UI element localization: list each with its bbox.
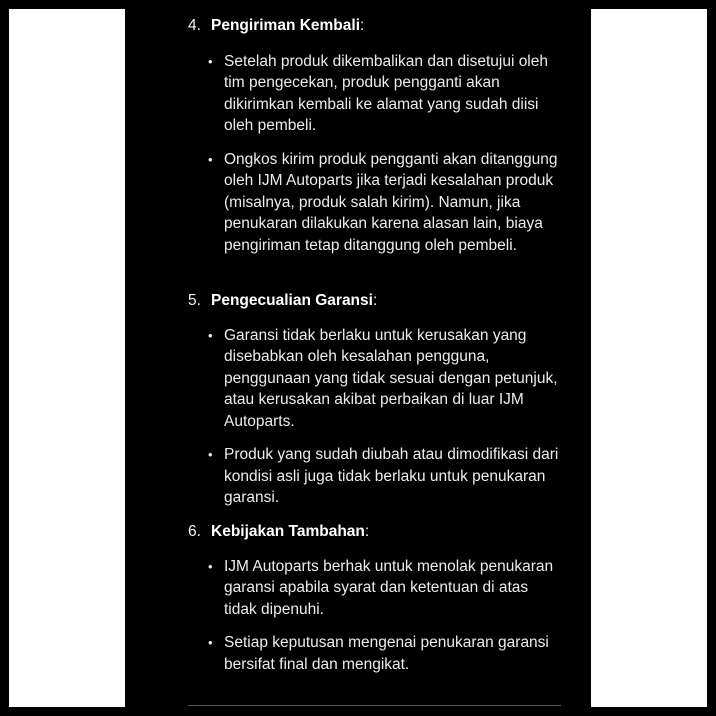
divider	[188, 705, 561, 706]
list-item	[208, 51, 561, 137]
left-white-border	[9, 9, 125, 707]
section-pengiriman-kembali	[125, 15, 561, 256]
bullet-dot: •	[208, 151, 213, 167]
bullet-dot: •	[208, 327, 213, 343]
bullet-list	[208, 325, 561, 509]
bullet-text: IJM Autoparts berhak untuk menolak penukaran garansi apabila syarat dan ketentuan di atas tidak dipenuhi.	[224, 557, 554, 618]
section-title	[188, 290, 561, 312]
section-title-text: Pengecualian Garansi	[211, 292, 373, 309]
section-title-text: Kebijakan Tambahan	[211, 523, 365, 540]
bullet-text: Setelah produk dikembalikan dan disetujui oleh tim pengecekan, produk pengganti akan dikirimkan kembali ke alamat yang sudah diisi oleh pembeli.	[224, 52, 548, 134]
list-item	[208, 325, 561, 433]
chat-response-screen	[125, 0, 591, 716]
bullet-dot: •	[208, 635, 213, 650]
section-title	[188, 521, 561, 543]
section-title	[188, 15, 561, 37]
list-item	[208, 632, 561, 675]
bullet-text: Garansi tidak berlaku untuk kerusakan yang disebabkan oleh kesalahan pengguna, penggunaan yang tidak sesuai dengan petunjuk, atau kerusakan akibat perbaikan di luar IJM Autoparts.	[224, 326, 558, 430]
bullet-text: Ongkos kirim produk pengganti akan ditanggung oleh IJM Autoparts jika terjadi kesalahan produk (misalnya, produk salah kirim). Namun, jika penukaran dilakukan karena alasan lain, biaya pengiriman tetap ditanggung oleh pembeli.	[224, 150, 558, 254]
section-kebijakan-tambahan	[125, 521, 561, 675]
bullet-dot: •	[208, 447, 213, 462]
section-title-text: Pengiriman Kembali	[211, 17, 361, 34]
bullet-text: Produk yang sudah diubah atau dimodifikasi dari kondisi asli juga tidak berlaku untuk penukaran garansi.	[224, 446, 559, 506]
section-number: 5.	[188, 292, 201, 309]
bullet-dot: •	[208, 558, 213, 574]
list-item	[208, 556, 561, 621]
section-colon: :	[372, 292, 378, 309]
list-item	[208, 444, 561, 509]
right-white-border	[591, 9, 707, 707]
bullet-dot: •	[208, 53, 213, 69]
bullet-text: Setiap keputusan mengenai penukaran garansi bersifat final dan mengikat.	[224, 634, 549, 673]
section-number: 6.	[188, 523, 201, 540]
bullet-list	[208, 51, 561, 257]
list-item	[208, 149, 561, 257]
section-colon: :	[360, 17, 365, 34]
bullet-list	[208, 556, 561, 676]
section-number: 4.	[188, 17, 201, 34]
section-pengecualian-garansi	[125, 290, 561, 509]
section-colon: :	[364, 523, 370, 540]
